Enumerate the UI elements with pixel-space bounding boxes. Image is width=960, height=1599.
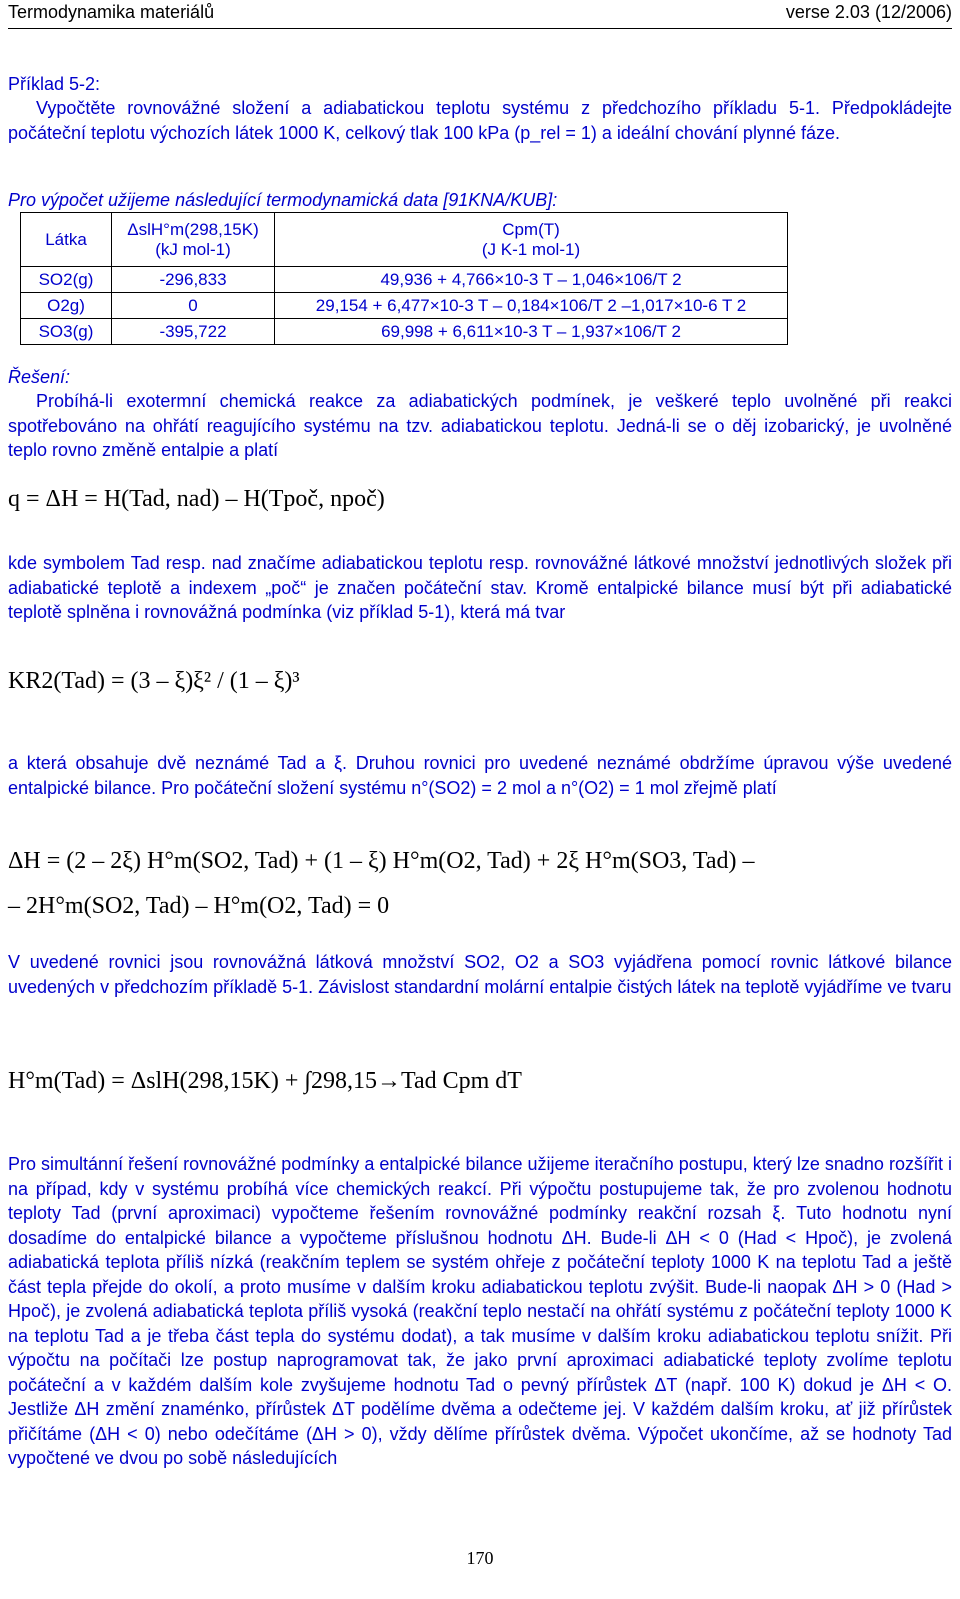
substance-cell: SO3(g) [21,319,112,345]
thermo-data-table [20,212,788,345]
data-intro: Pro výpočet užijeme následující termodynamická data [91KNA/KUB]: [8,190,558,210]
cp-cell: 49,936 + 4,766×10-3 T – 1,046×106/T 2 [275,267,788,293]
example-heading: Příklad 5-2: [8,74,101,94]
equation-delta-h-line-2: – 2H°m(SO2, Tad) – H°m(O2, Tad) = 0 [8,893,390,919]
solution-paragraph-3: a která obsahuje dvě neznámé Tad a ξ. Druhou rovnici pro uvedené neznámé obdržíme úpravou výše uvedené entalpické bilance. Pro počáteční složení systému n°(SO2) = 2 mol a n°(O2) = 1 mol zřejmě platí [8,753,952,798]
solution-heading: Řešení: [8,367,71,387]
col-cp-label: Cpm(T) [502,219,560,239]
col-latka: Látka [21,213,112,267]
dh-cell: -395,722 [112,319,275,345]
col-cp [275,213,788,267]
table-row [21,293,788,319]
document-version: verse 2.03 (12/2006) [785,2,952,22]
solution-paragraph-5: Pro simultánní řešení rovnovážné podmínky a entalpické bilance užijeme iteračního postupu, který lze snadno rozšířit i na případ, kdy v systému probíhá více chemických reakcí. Při výpočtu postupujeme tak, že pro zvolenou hodnotu teploty Tad (první aproximaci) vypočteme řešením rovnovážné podmínky reakční rozsah ξ. Tuto hodnotu nyní dosadíme do entalpické bilance a vypočteme příslušnou hodnotu ΔH. Bude-li ΔH < 0 (Had < Hpoč), je zvolená adiabatická teplota příliš nízká (reakčním teplem se systém ohřeje z počáteční teploty 1000 K na teplotu Tad a ještě část tepla přejde do okolí, a proto musíme v dalším kroku adiabatickou teplotu zvýšit. Bude-li naopak ΔH > 0 (Had > Hpoč), je zvolená adiabatická teplota příliš vysoká (reakční teplo nestačí na ohřátí systému z počáteční teploty 1000 K na teplotu Tad a je třeba část tepla do systému dodat), a tak musíme v dalším kroku adiabatickou teplotu snížit. Při výpočtu na počítači lze postup naprogramovat tak, že jako první aproximaci adiabatické teploty zvolíme teplotu počáteční a v každém dalším kole zvyšujeme hodnotu Tad o pevný přírůstek ΔT (např. 100 K) dokud je ΔH < O. Jestliže ΔH změní znaménko, přírůstek ΔT podělíme dvěma a odečteme jej. V každém dalším kroku, ať již přírůstek přičítáme (ΔH < 0) nebo odečítáme (ΔH > 0), vždy dělíme přírůstek dvěma. Výpočet ukončíme, až se hodnoty Tad vypočtené ve dvou po sobě následujících [8,1154,952,1468]
example-text: Vypočtěte rovnovážné složení a adiabatickou teplotu systému z předchozího příkladu 5-1. Předpokládejte počáteční teplotu výchozích látek 1000 K, celkový tlak 100 kPa (p_rel = 1) a ideální chování plynné fáze. [8,98,952,143]
equation-enthalpy-balance: q = ΔH = H(Tad, nad) – H(Tpoč, npoč) [8,486,385,512]
document-title: Termodynamika materiálů [8,2,215,22]
solution-paragraph-2: kde symbolem Tad resp. nad značíme adiabatickou teplotu resp. rovnovážné látkové množství jednotlivých složek při adiabatické teplotě a indexem „poč“ je značen počáteční stav. Kromě entalpické bilance musí být při adiabatické teplotě splněna i rovnovážná podmínka (viz příklad 5-1), která má tvar [8,553,952,622]
cp-cell: 69,998 + 6,611×10-3 T – 1,937×106/T 2 [275,319,788,345]
table-row [21,267,788,293]
page-number: 170 [466,1548,494,1568]
equation-delta-h-line-1: ΔH = (2 – 2ξ) H°m(SO2, Tad) + (1 – ξ) H°m(O2, Tad) + 2ξ H°m(SO3, Tad) – [8,848,755,874]
equation-equilibrium: KR2(Tad) = (3 – ξ)ξ² / (1 – ξ)³ [8,668,300,694]
col-cp-unit: (J K-1 mol-1) [481,239,581,259]
table-row [21,319,788,345]
col-dh-label: ΔslH°m(298,15K) [127,219,259,239]
page-header [8,0,952,29]
substance-cell: O2g) [21,293,112,319]
cp-cell: 29,154 + 6,477×10-3 T – 0,184×106/T 2 –1,017×10-6 T 2 [275,293,788,319]
col-dh [112,213,275,267]
solution-paragraph-1: Probíhá-li exotermní chemická reakce za adiabatických podmínek, je veškeré teplo uvolněné při reakci spotřebováno na ohřátí reagujícího systému na tzv. adiabatickou teplotu. Jedná-li se o děj izobarický, je uvolněné teplo rovno změně entalpie a platí [8,391,952,460]
equation-molar-enthalpy: H°m(Tad) = ΔslH(298,15K) + ∫298,15→Tad Cpm dT [8,1068,522,1094]
col-dh-unit: (kJ mol-1) [155,239,231,259]
dh-cell: -296,833 [112,267,275,293]
solution-paragraph-4: V uvedené rovnici jsou rovnovážná látková množství SO2, O2 a SO3 vyjádřena pomocí rovnic látkové bilance uvedených v předchozím příkladě 5-1. Závislost standardní molární entalpie čistých látek na teplotě vyjádříme ve tvaru [8,952,952,997]
substance-cell: SO2(g) [21,267,112,293]
dh-cell: 0 [112,293,275,319]
